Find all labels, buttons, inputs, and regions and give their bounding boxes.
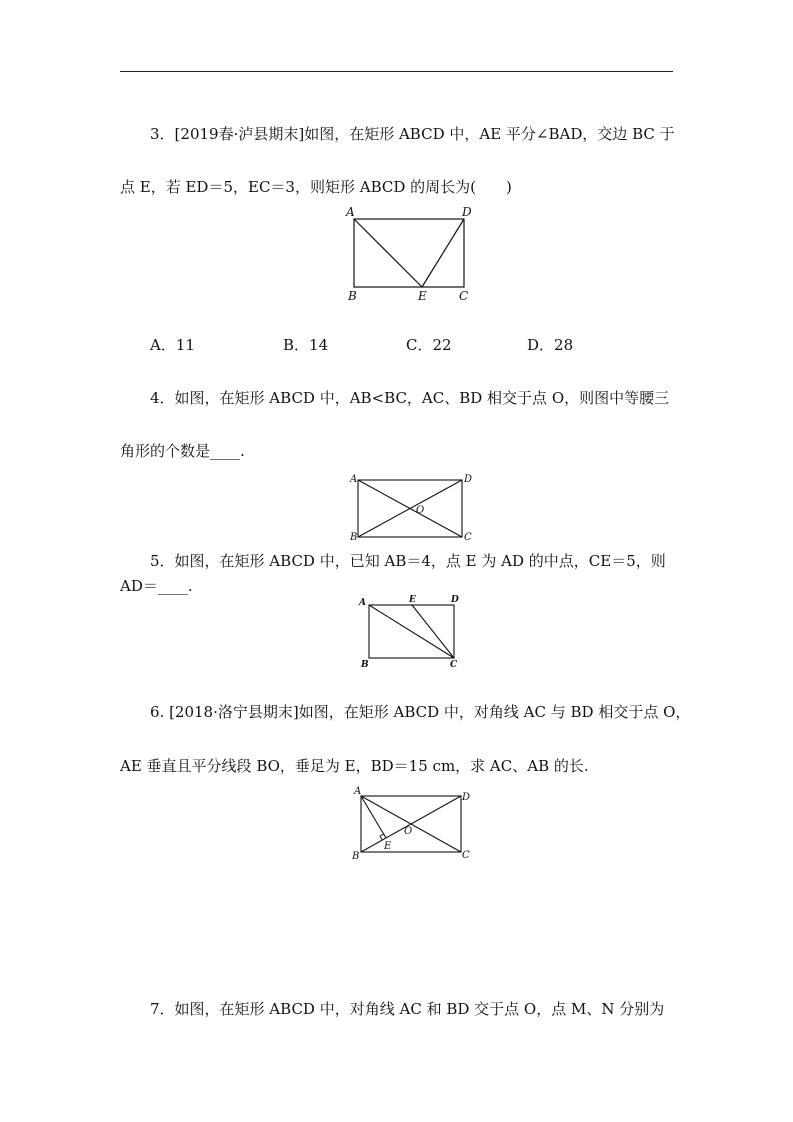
q6-label-e: E — [384, 841, 392, 852]
header-rule — [120, 71, 673, 72]
q4-label-a: A — [350, 474, 358, 485]
q5-text-line1: 5．如图，在矩形 ABCD 中，已知 AB＝4，点 E 为 AD 的中点，CE＝5，则 — [150, 552, 666, 570]
q3-segment-ae — [354, 219, 422, 287]
q6-label-a: A — [354, 786, 362, 797]
q5-label-e: E — [409, 595, 416, 605]
q3-label-d: D — [462, 205, 472, 219]
q6-figure — [348, 783, 478, 863]
q6-label-c: C — [462, 850, 470, 861]
q6-label-d: D — [462, 792, 471, 803]
q6-segment-ae — [361, 796, 386, 838]
q3-choice-c: C．22 — [406, 336, 452, 354]
q7-text-line1: 7．如图，在矩形 ABCD 中，对角线 AC 和 BD 交于点 O，点 M、N 分别为 — [150, 1000, 665, 1018]
q3-choice-d: D．28 — [527, 336, 574, 354]
q4-figure — [346, 470, 476, 545]
q3-label-e: E — [418, 289, 427, 303]
q3-rectangle — [354, 219, 464, 287]
q6-text-line1: 6. [2018·洛宁县期末]如图，在矩形 ABCD 中，对角线 AC 与 BD 相交于点 O， — [150, 703, 691, 721]
q6-text-line2: AE 垂直且平分线段 BO，垂足为 E，BD＝15 cm，求 AC、AB 的长. — [120, 757, 589, 775]
q3-segment-ed — [422, 219, 464, 287]
q4-label-o: O — [416, 505, 425, 516]
q3-label-c: C — [459, 289, 469, 303]
q4-text-line1: 4．如图，在矩形 ABCD 中，AB<BC，AC、BD 相交于点 O，则图中等腰三 — [150, 389, 670, 407]
q3-label-a: A — [346, 205, 355, 219]
q4-text-line2: 角形的个数是____. — [120, 442, 245, 460]
q5-label-b: B — [361, 660, 369, 670]
q3-text-line2: 点 E，若 ED＝5，EC＝3，则矩形 ABCD 的周长为( ) — [120, 178, 512, 196]
q3-text-line1: 3．[2019春·泸县期末]如图，在矩形 ABCD 中，AE 平分∠BAD，交边 BC 于 — [150, 125, 675, 143]
q4-label-c: C — [464, 532, 472, 543]
q3-choice-a: A．11 — [150, 336, 195, 354]
q6-label-o: O — [404, 826, 413, 837]
q5-label-c: C — [450, 660, 458, 670]
q5-label-d: D — [451, 595, 459, 605]
q3-label-b: B — [348, 289, 357, 303]
q5-segment-ec — [412, 605, 454, 658]
q4-label-d: D — [464, 474, 473, 485]
q4-label-b: B — [350, 532, 358, 543]
q3-choices — [150, 334, 610, 354]
q5-label-a: A — [359, 598, 366, 608]
q6-label-b: B — [352, 851, 360, 862]
q5-text-line2: AD＝____. — [120, 577, 193, 595]
q5-figure — [354, 590, 469, 670]
q3-choice-b: B．14 — [283, 336, 329, 354]
q5-diagonal-ac — [369, 605, 454, 658]
q3-figure — [340, 200, 490, 310]
